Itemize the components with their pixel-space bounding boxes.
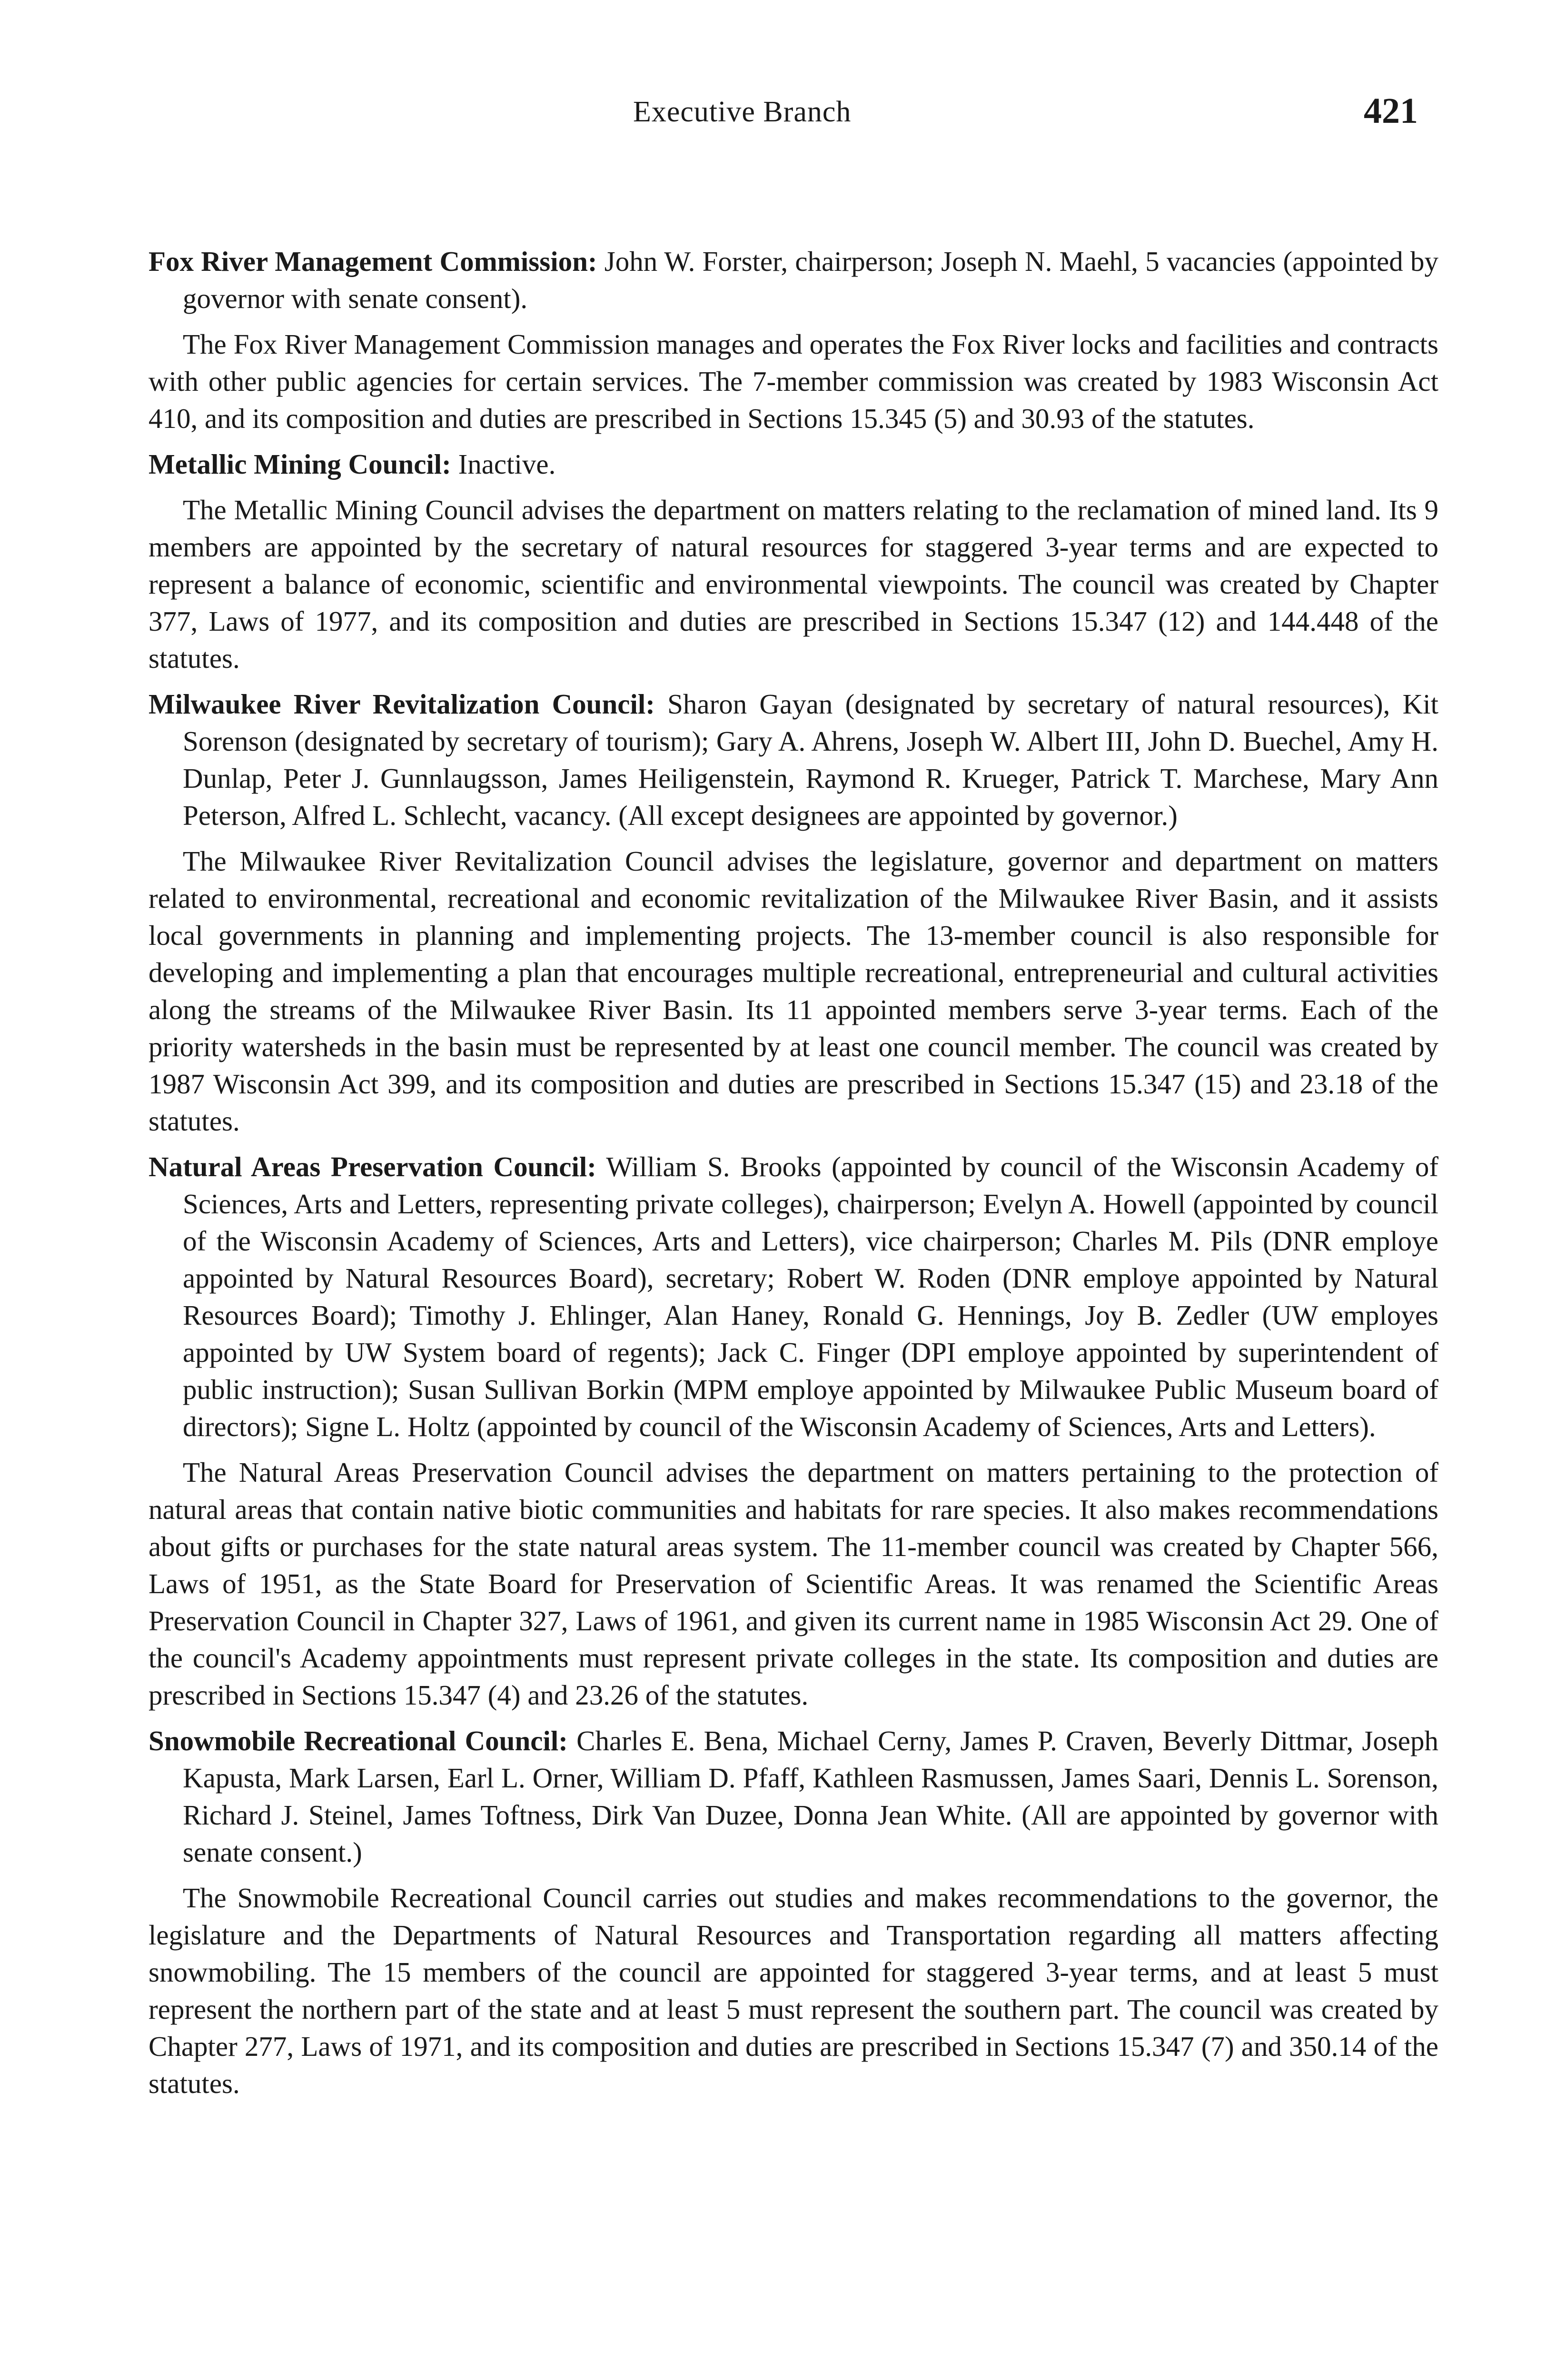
section-description: The Snowmobile Recreational Council carries out studies and makes recommendations to the governor, the legislature and the Departments of Natural Resources and Transportation regarding all matters affecting snowmobiling. The 15 members of the council are appointed for staggered 3-year terms, and at least 5 must represent the northern part of the state and at least 5 must represent the southern part. The council was created by Chapter 277, Laws of 1971, and its composition and duties are prescribed in Sections 15.347 (7) and 350.14 of the statutes.: [149, 1882, 1438, 2099]
page-number: 421: [1364, 91, 1418, 131]
section-members: William S. Brooks (appointed by council of the Wisconsin Academy of Sciences, Arts and Letters, representing private colleges), chairperson; Evelyn A. Howell (appointed by council of the Wisconsin Academy of Sciences, Arts and Letters), vice chairperson; Charles M. Pils (DNR employe appointed by Natural Resources Board), secretary; Robert W. Roden (DNR employe appointed by Natural Resources Board); Timothy J. Ehlinger, Alan Haney, Ronald G. Hennings, Joy B. Zedler (UW employes appointed by UW System board of regents); Jack C. Finger (DPI employe appointed by superintendent of public instruction); Susan Sullivan Borkin (MPM employe appointed by Milwaukee Public Museum board of directors); Signe L. Holtz (appointed by council of the Wisconsin Academy of Sciences, Arts and Letters).: [183, 1151, 1439, 1442]
section-heading: [149, 1148, 1438, 1445]
section-title: Natural Areas Preservation Council:: [149, 1151, 596, 1182]
section-fox-river: [149, 243, 1438, 437]
section-title: Milwaukee River Revitalization Council:: [149, 688, 655, 720]
section-description: The Milwaukee River Revitalization Council advises the legislature, governor and department on matters related to environmental, recreational and economic revitalization of the Milwaukee River Basin, and it assists local governments in planning and implementing projects. The 13-member council is also responsible for developing and implementing a plan that encourages multiple recreational, entrepreneurial and cultural activities along the streams of the Milwaukee River Basin. Its 11 appointed members serve 3-year terms. Each of the priority watersheds in the basin must be represented by at least one council member. The council was created by 1987 Wisconsin Act 399, and its composition and duties are prescribed in Sections 15.347 (15) and 23.18 of the statutes.: [149, 845, 1438, 1137]
section-members: John W. Forster, chairperson; Joseph N. Maehl, 5 vacancies (appointed by governor with senate consent).: [183, 246, 1438, 314]
section-heading: [149, 685, 1438, 834]
section-description: The Fox River Management Commission manages and operates the Fox River locks and facilities and contracts with other public agencies for certain services. The 7-member commission was created by 1983 Wisconsin Act 410, and its composition and duties are prescribed in Sections 15.345 (5) and 30.93 of the statutes.: [149, 328, 1438, 434]
section-heading: [149, 446, 1438, 483]
section-description: The Natural Areas Preservation Council advises the department on matters pertaining to the protection of natural areas that contain native biotic communities and habitats for rare species. It also makes recommendations about gifts or purchases for the state natural areas system. The 11-member council was created by Chapter 566, Laws of 1951, as the State Board for Preservation of Scientific Areas. It was renamed the Scientific Areas Preservation Council in Chapter 327, Laws of 1961, and given its current name in 1985 Wisconsin Act 29. One of the council's Academy appointments must represent private colleges in the state. Its composition and duties are prescribed in Sections 15.347 (4) and 23.26 of the statutes.: [149, 1457, 1438, 1711]
section-title: Fox River Management Commission:: [149, 246, 597, 277]
section-metallic-mining: [149, 446, 1438, 677]
section-members: Charles E. Bena, Michael Cerny, James P. Craven, Beverly Dittmar, Joseph Kapusta, Mark Larsen, Earl L. Orner, William D. Pfaff, Kathleen Rasmussen, James Saari, Dennis L. Sorenson, Richard J. Steinel, James Toftness, Dirk Van Duzee, Donna Jean White. (All are appointed by governor with senate consent.): [183, 1725, 1438, 1868]
running-header: Executive Branch: [633, 96, 852, 128]
section-title: Snowmobile Recreational Council:: [149, 1725, 568, 1756]
page-body: [149, 243, 1438, 2111]
section-heading: [149, 1722, 1438, 1871]
section-members: Sharon Gayan (designated by secretary of natural resources), Kit Sorenson (designated by secretary of tourism); Gary A. Ahrens, Joseph W. Albert III, John D. Buechel, Amy H. Dunlap, Peter J. Gunnlaugsson, James Heiligenstein, Raymond R. Krueger, Patrick T. Marchese, Mary Ann Peterson, Alfred L. Schlecht, vacancy. (All except designees are appointed by governor.): [183, 688, 1439, 831]
section-snowmobile: [149, 1722, 1438, 2102]
section-heading: [149, 243, 1438, 317]
section-members: Inactive.: [458, 448, 556, 480]
section-natural-areas: [149, 1148, 1438, 1714]
section-title: Metallic Mining Council:: [149, 448, 451, 480]
section-description: The Metallic Mining Council advises the department on matters relating to the reclamation of mined land. Its 9 members are appointed by the secretary of natural resources for staggered 3-year terms and are expected to represent a balance of economic, scientific and environmental viewpoints. The council was created by Chapter 377, Laws of 1977, and its composition and duties are prescribed in Sections 15.347 (12) and 144.448 of the statutes.: [149, 494, 1438, 674]
section-milwaukee-river: [149, 685, 1438, 1140]
